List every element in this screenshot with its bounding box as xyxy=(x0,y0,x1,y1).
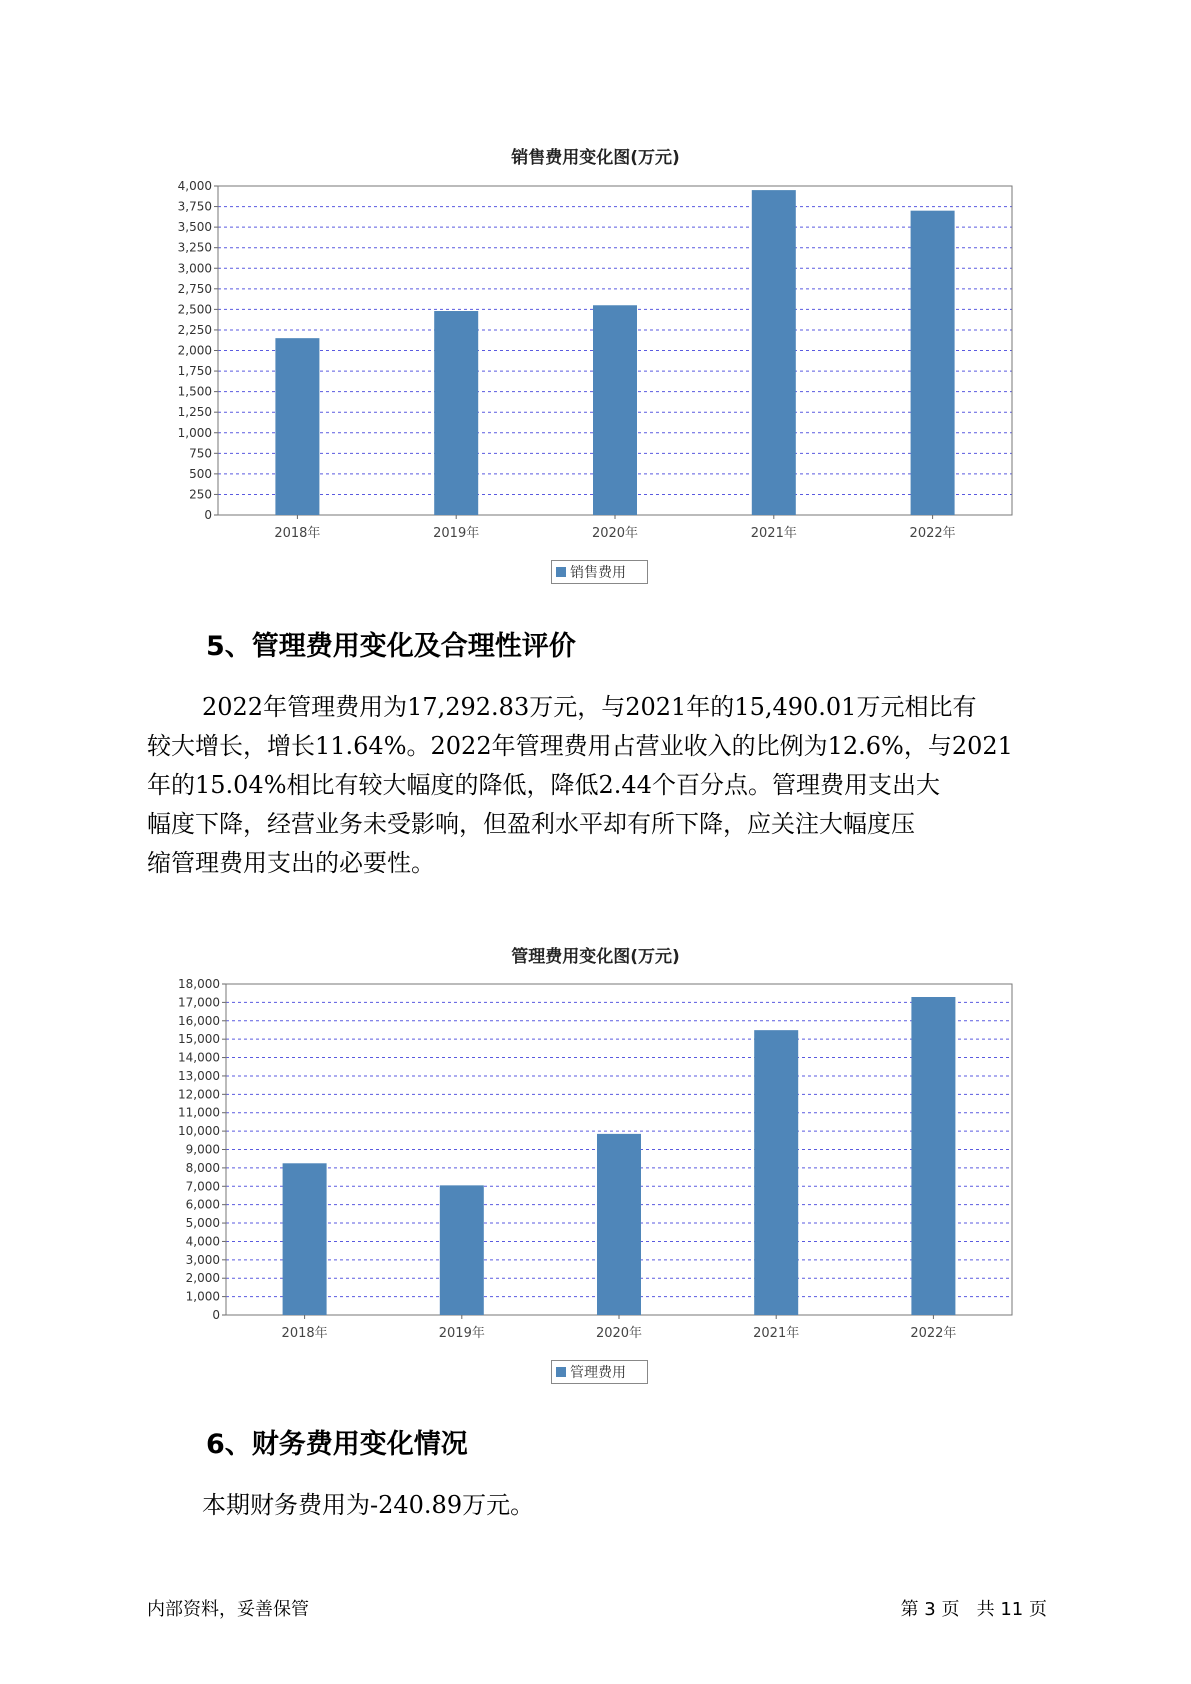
y-tick-label: 2,250 xyxy=(177,322,212,337)
legend-label: 管理费用 xyxy=(570,1365,626,1381)
bar xyxy=(911,997,955,1315)
y-tick-label: 750 xyxy=(189,446,212,461)
section-5-heading: 5、管理费用变化及合理性评价 xyxy=(206,631,576,662)
paragraph-line: 缩管理费用支出的必要性。 xyxy=(147,849,435,877)
section-6-heading: 6、财务费用变化情况 xyxy=(206,1429,468,1460)
footer-page-number: 第 3 页 共 11 页 xyxy=(900,1599,1047,1620)
y-tick-label: 2,000 xyxy=(185,1271,220,1286)
y-tick-label: 1,000 xyxy=(177,425,212,440)
y-tick-label: 2,000 xyxy=(177,343,212,358)
y-tick-label: 4,000 xyxy=(185,1234,220,1249)
y-tick-label: 9,000 xyxy=(185,1142,220,1157)
y-tick-label: 17,000 xyxy=(178,995,220,1010)
y-tick-label: 16,000 xyxy=(178,1013,220,1028)
y-tick-label: 1,500 xyxy=(177,384,212,399)
x-tick-label: 2020年 xyxy=(591,526,639,541)
y-tick-label: 13,000 xyxy=(178,1068,220,1083)
bar xyxy=(440,1185,484,1315)
y-tick-label: 3,750 xyxy=(177,199,212,214)
x-tick-label: 2020年 xyxy=(595,1326,643,1341)
admin-chart-title: 管理费用变化图(万元) xyxy=(511,947,680,967)
x-tick-label: 2021年 xyxy=(750,526,797,541)
x-tick-label: 2022年 xyxy=(909,526,956,541)
x-tick-label: 2018年 xyxy=(281,1326,328,1341)
y-tick-label: 0 xyxy=(212,1308,220,1322)
y-tick-label: 3,500 xyxy=(177,220,212,235)
y-tick-label: 250 xyxy=(189,487,212,502)
x-tick-label: 2021年 xyxy=(753,1326,800,1341)
y-tick-label: 10,000 xyxy=(178,1124,220,1139)
x-tick-label: 2022年 xyxy=(910,1326,957,1341)
y-tick-label: 15,000 xyxy=(178,1032,220,1047)
y-tick-label: 3,250 xyxy=(177,240,212,255)
paragraph-line: 较大增长，增长11.64%。2022年管理费用占营业收入的比例为12.6%，与2021 xyxy=(147,732,1013,760)
y-tick-label: 500 xyxy=(189,466,212,481)
y-tick-label: 1,750 xyxy=(177,364,212,379)
y-tick-label: 14,000 xyxy=(178,1050,220,1065)
y-tick-label: 18,000 xyxy=(178,977,220,991)
footer-confidential-note: 内部资料，妥善保管 xyxy=(147,1599,309,1620)
y-tick-label: 3,000 xyxy=(177,261,212,276)
y-tick-label: 4,000 xyxy=(177,179,212,193)
y-tick-label: 12,000 xyxy=(178,1087,220,1102)
y-tick-label: 7,000 xyxy=(185,1179,220,1194)
y-tick-label: 2,750 xyxy=(177,281,212,296)
x-tick-label: 2019年 xyxy=(433,526,480,541)
x-tick-label: 2019年 xyxy=(438,1326,485,1341)
x-tick-label: 2018年 xyxy=(274,526,321,541)
paragraph-line: 年的15.04%相比有较大幅度的降低，降低2.44个百分点。管理费用支出大 xyxy=(147,771,940,799)
y-tick-label: 11,000 xyxy=(178,1105,220,1120)
y-tick-label: 2,500 xyxy=(177,302,212,317)
y-tick-label: 6,000 xyxy=(185,1197,220,1212)
bar xyxy=(283,1163,327,1315)
sales-chart-title: 销售费用变化图(万元) xyxy=(511,148,680,168)
y-tick-label: 5,000 xyxy=(185,1216,220,1231)
paragraph-line: 本期财务费用为-240.89万元。 xyxy=(202,1491,535,1519)
bar xyxy=(754,1030,798,1315)
y-tick-label: 1,250 xyxy=(177,405,212,420)
legend-label: 销售费用 xyxy=(570,565,626,581)
legend-swatch xyxy=(556,1367,566,1377)
y-tick-label: 8,000 xyxy=(185,1160,220,1175)
paragraph-line: 2022年管理费用为17,292.83万元，与2021年的15,490.01万元相比有 xyxy=(202,693,977,721)
bar xyxy=(597,1134,641,1315)
admin-chart-legend xyxy=(551,1360,648,1384)
y-tick-label: 3,000 xyxy=(185,1252,220,1267)
y-tick-label: 1,000 xyxy=(185,1289,220,1304)
paragraph-line: 幅度下降，经营业务未受影响，但盈利水平却有所下降，应关注大幅度压 xyxy=(147,810,915,838)
section-6-paragraph xyxy=(147,1486,1047,1525)
y-tick-label: 0 xyxy=(204,508,212,522)
